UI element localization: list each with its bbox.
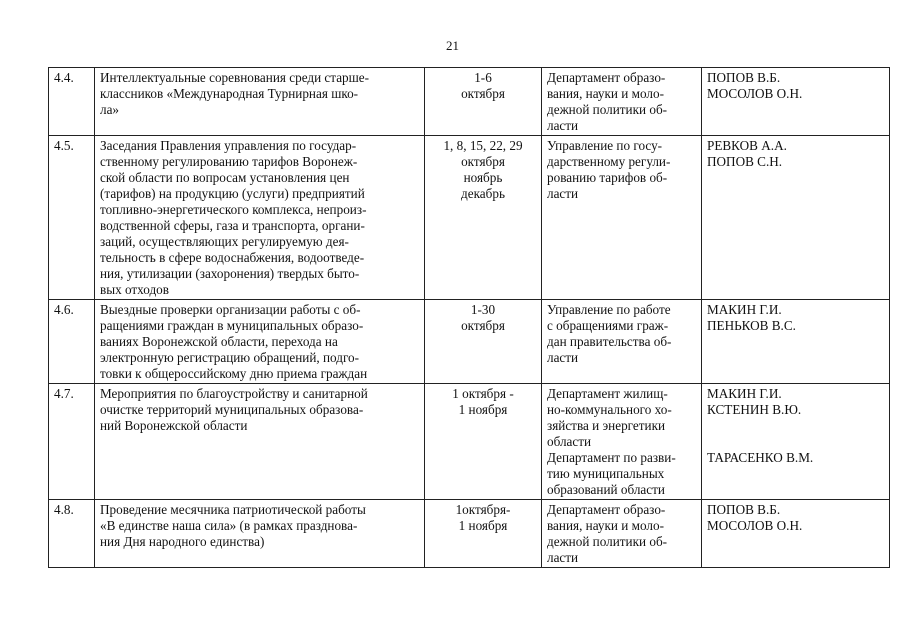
table-row [49,136,890,300]
responsible-cell [702,384,890,500]
row-number: 4.8. [49,500,95,568]
department-cell [542,384,702,500]
responsible-persons: ТАРАСЕНКО В.М. [707,450,814,465]
event-date: 1октября- 1 ноября [425,500,542,568]
event-description: Проведение месячника патриотической работы «В единстве наша сила» (в рамках празднова- ния Дня народного единства) [95,500,425,568]
events-table [48,67,890,568]
spacer [707,418,884,434]
department-cell [542,300,702,384]
row-number: 4.7. [49,384,95,500]
table-row [49,384,890,500]
event-date: 1, 8, 15, 22, 29 октября ноябрь декабрь [425,136,542,300]
responsible-cell [702,300,890,384]
department: Департамент образо- вания, науки и моло- дежной политики об- ласти [547,502,668,565]
event-description: Заседания Правления управления по государ- ственному регулированию тарифов Воронеж- ской области по вопросам установления цен (тарифов) на продукцию (услуги) предприятий топливно-энергетического комплекса, непроиз- водственной сферы, газа и транспорта, органи- заций, осуществляющих регулируемую дея- тельность в сфере водоснабжения, водоотведе- ния, утилизации (захоронения) твердых быто- вых отходов [95,136,425,300]
table-row [49,68,890,136]
event-description: Мероприятия по благоустройству и санитарной очистке территорий муниципальных образова- ний Воронежской области [95,384,425,500]
table-row [49,500,890,568]
row-number: 4.6. [49,300,95,384]
department: Департамент жилищ- но-коммунального хо- зяйства и энергетики области [547,386,672,449]
responsible-persons: МАКИН Г.И. КСТЕНИН В.Ю. [707,386,802,417]
department: Департамент образо- вания, науки и моло- дежной политики об- ласти [547,70,668,133]
page-number: 21 [446,38,459,53]
responsible-persons: МАКИН Г.И. ПЕНЬКОВ В.С. [707,302,796,333]
event-description: Выездные проверки организации работы с об- ращениями граждан в муниципальных образо- ваниях Воронежской области, перехода на электронную регистрацию обращений, подго- товки к общероссийскому дню приема граждан [95,300,425,384]
spacer [707,434,884,450]
responsible-cell [702,68,890,136]
event-date: 1-6 октября [425,68,542,136]
event-description: Интеллектуальные соревнования среди старше- классников «Международная Турнирная шко- ла» [95,68,425,136]
responsible-persons: ПОПОВ В.Б. МОСОЛОВ О.Н. [707,70,803,101]
event-date: 1 октября - 1 ноября [425,384,542,500]
row-number: 4.4. [49,68,95,136]
department-cell [542,68,702,136]
responsible-cell [702,136,890,300]
row-number: 4.5. [49,136,95,300]
department: Управление по госу- дарственному регули- рованию тарифов об- ласти [547,138,671,201]
department-cell [542,136,702,300]
table-row [49,300,890,384]
department: Департамент по разви- тию муниципальных образований области [547,450,676,497]
department-cell [542,500,702,568]
responsible-persons: РЕВКОВ А.А. ПОПОВ С.Н. [707,138,787,169]
responsible-cell [702,500,890,568]
event-date: 1-30 октября [425,300,542,384]
responsible-persons: ПОПОВ В.Б. МОСОЛОВ О.Н. [707,502,803,533]
department: Управление по работе с обращениями граж- дан правительства об- ласти [547,302,672,365]
